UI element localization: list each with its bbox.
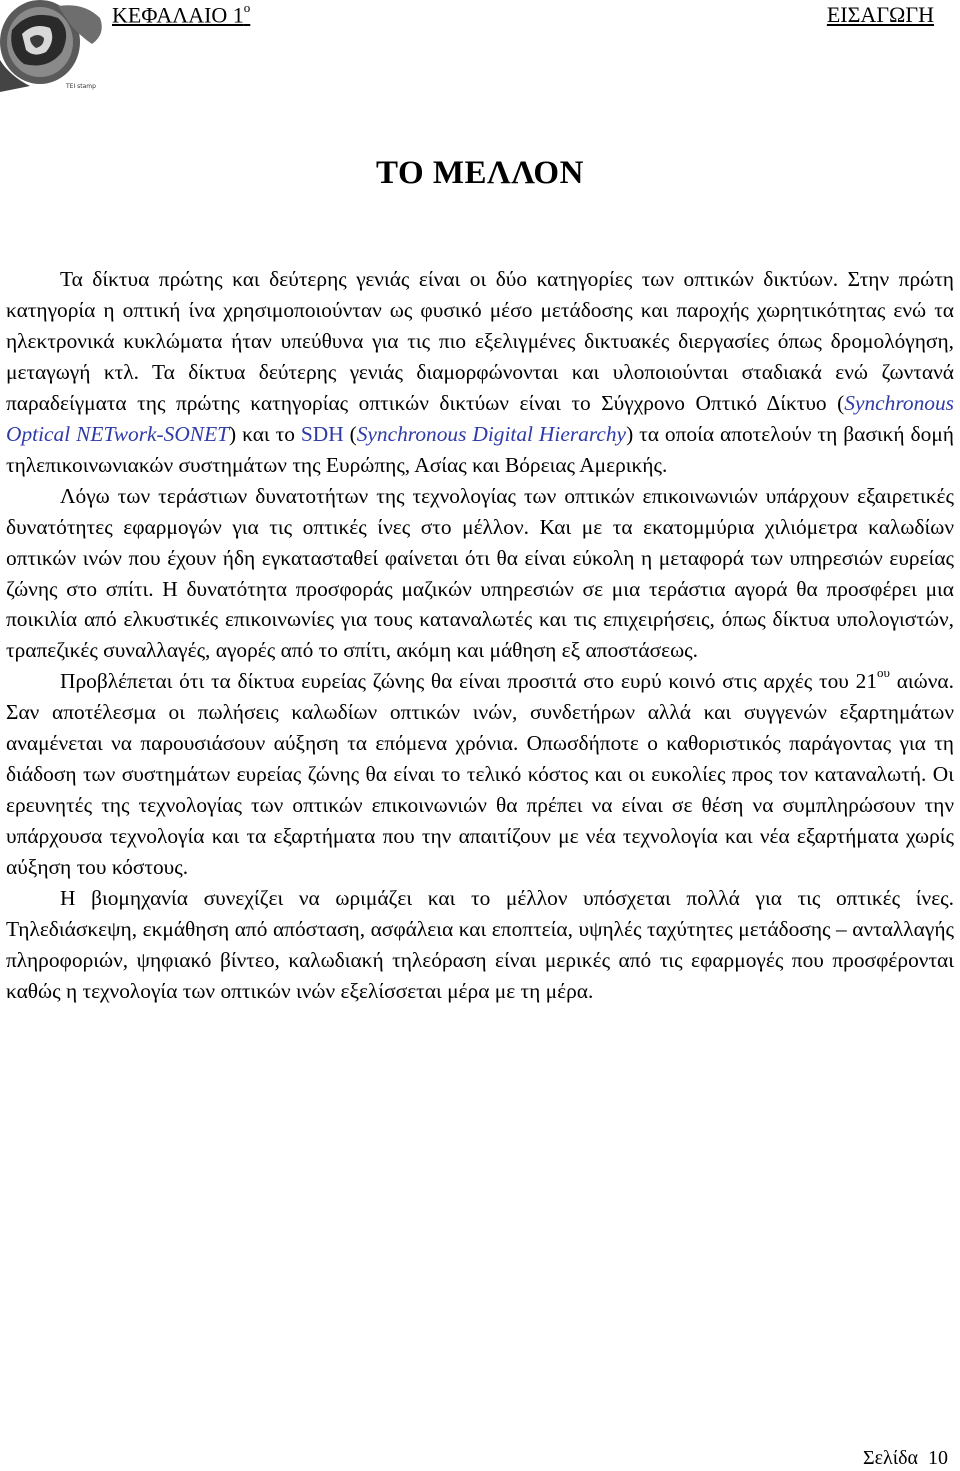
paragraph-1-text-a: Τα δίκτυα πρώτης και δεύτερης γενιάς είναι οι δύο κατηγορίες των οπτικών δικτύων. Στην πρώτη κατηγορία η οπτική ίνα χρησιμοποιούνταν ως φυσικό μέσο μετάδοσης και παροχής χωρητικότητας ενώ τα ηλεκτρονικά κυκλώματα ήταν υπεύθυνα για τις πιο εξελιγμένες δικτυακές διεργασίες όπως δρομολόγηση, μεταγωγή κτλ. Τα δίκτυα δεύτερης γενιάς διαμορφώνονται και υλοποιούνται σταδιακά ενώ ζωντανά παραδείγματα της πρώτης κατηγορίας οπτικών δικτύων είναι το Σύγχρονο Οπτικό Δίκτυο (: [6, 267, 954, 415]
paragraph-4: Η βιομηχανία συνεχίζει να ωριμάζει και το μέλλον υπόσχεται πολλά για τις οπτικές ίνες. Τηλεδιάσκεψη, εκμάθηση από απόσταση, ασφάλεια και εποπτεία, υψηλές ταχύτητες μετάδοσης – ανταλλαγής πληροφοριών, ψηφιακό βίντεο, καλωδιακή τηλεόραση είναι μερικές από τις εφαρμογές που προσφέρονται καθώς η τεχνολογία των οπτικών ινών εξελίσσεται μέρα με τη μέρα.: [6, 886, 954, 1003]
institution-seal-logo: [0, 0, 108, 92]
page-label: Σελίδα: [862, 1447, 918, 1469]
paragraph-1-text-c: ) και το: [229, 421, 301, 446]
paragraph-1: [6, 264, 954, 481]
paragraph-3-text-a: Προβλέπεται ότι τα δίκτυα ευρείας ζώνης θα είναι προσιτά στο ευρύ κοινό στις αρχές του 21: [60, 669, 878, 694]
paragraph-2: Λόγω των τεράστιων δυνατοτήτων της τεχνολογίας των οπτικών επικοινωνιών υπάρχουν εξαιρετικές δυνατότητες εφαρμογών για τις οπτικές ίνες στο μέλλον. Και με τα εκατομμύρια χιλιόμετρα καλωδίων οπτικών ινών που έχουν ήδη εγκατασταθεί φαίνεται ότι θα είναι εύκολη η μεταφορά των υπηρεσιών ευρείας ζώνης στο σπίτι. Η δυνατότητα προσφοράς μαζικών υπηρεσιών σε μια τεράστια αγορά θα προσφέρει μια ποικιλία από ελκυστικές επικοινωνίες για τους καταναλωτές και τις επιχειρήσεις, όπως δίκτυα υπολογιστών, τραπεζικές συναλλαγές, αγορές από το σπίτι, ακόμη και μάθηση εξ αποστάσεως.: [6, 483, 954, 663]
svg-text:TEI stamp: TEI stamp: [66, 83, 96, 90]
paragraph-3: [6, 666, 954, 883]
paragraph-1-text-e: (: [343, 421, 357, 446]
chapter-label: ΚΕΦΑΛΑΙΟ 1: [112, 2, 244, 28]
page-footer: [863, 1447, 948, 1470]
term-synchronous-digital-hierarchy: Synchronous Digital Hierarchy: [356, 421, 627, 446]
section-heading: ΕΙΣΑΓΩΓΗ: [826, 2, 934, 27]
body-text: [6, 264, 954, 1007]
page-header: [0, 0, 960, 92]
page-title: ΤΟ ΜΕΛΛΟΝ: [376, 155, 584, 191]
paragraph-1-text-g: ) τα οποία αποτελούν τη βασική δομή τηλεπικοινωνιακών συστημάτων της Ευρώπης, Ασίας και Βόρειας Αμερικής.: [6, 421, 954, 477]
page-number: 10: [928, 1447, 948, 1469]
chapter-ordinal: ο: [243, 0, 251, 15]
paragraph-3-text-b: αιώνα. Σαν αποτέλεσμα οι πωλήσεις καλωδίων οπτικών ινών, συνδετήρων αλλά και συγγενών εξαρτημάτων αναμένεται να παρουσιάσουν αύξηση τα επόμενα χρόνια. Οπωσδήποτε ο καθοριστικός παράγοντας για τη διάδοση των συστημάτων ευρείας ζώνης θα είναι το τελικό κόστος και οι ευκολίες προς τον καταναλωτή. Οι ερευνητές της τεχνολογίας των οπτικών επικοινωνιών θα πρέπει να είναι σε θέση να συμπληρώσουν την υπάρχουσα τεχνολογία και τα εξαρτήματα που την απαιτίζουν με νέα τεχνολογία και νέα εξαρτήματα χωρίς αύξηση του κόστους.: [6, 669, 954, 880]
term-sonet: Synchronous Optical NETwork-SONET: [6, 390, 954, 446]
chapter-heading: [112, 2, 250, 28]
century-ordinal: ου: [877, 665, 890, 681]
term-sdh: SDH: [300, 421, 344, 446]
